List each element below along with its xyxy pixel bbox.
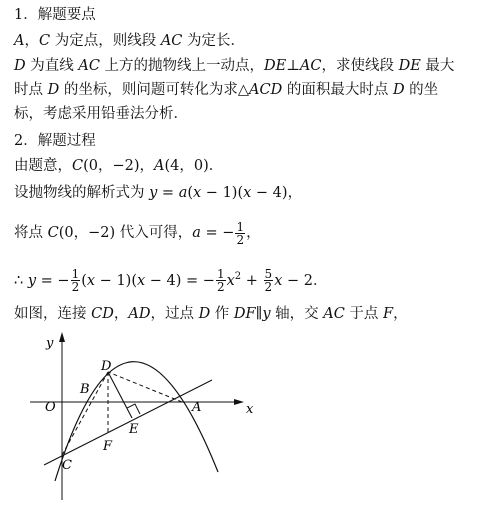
step-line-4: ∴ y = − $\frac{1}{2}$ (x − 1)(x − 4) = − $\frac{1}{2}$ $x^2$ + $\frac{5}{2}$ x − 2． [14,267,328,295]
x-axis-arrow [234,399,244,405]
segment-de [108,372,132,418]
label-b: B [80,382,90,397]
step-line-1: 由题意，C(0，−2)，A(4，0)． [14,158,224,174]
point-line-1: A，C 为定点，则线段 AC 为定长． [14,33,245,49]
label-o: O [45,400,56,415]
step-line-5: 如图，连接 CD，AD，过点 D 作 DF∥y 轴，交 AC 于点 F， [14,306,408,322]
label-f: F [103,439,113,454]
line-ac [44,380,212,465]
fraction: $\frac{1}{2}$ [216,267,225,295]
label-a: A [192,400,202,415]
label-c: C [62,458,72,473]
point-line-3: 时点 D 的坐标，则问题可转化为求△ACD 的面积最大时点 D 的坐 [14,82,439,98]
fraction: $\frac{1}{2}$ [236,219,245,247]
point-line-4: 标，考虑采用铅垂法分析． [14,106,188,122]
label-e: E [129,422,139,437]
label-x: x [246,402,254,417]
fraction: $\frac{5}{2}$ [264,267,273,295]
step-line-2: 设抛物线的解析式为 y = a(x − 1)(x − 4)， [14,185,303,201]
section1-heading: 1．解题要点 [14,7,96,23]
y-axis-arrow [59,332,65,342]
point-line-2: D 为直线 AC 上方的抛物线上一动点，DE⊥AC，求使线段 DE 最大 [14,58,455,74]
segment-ad [108,372,182,402]
step-line-3: 将点 C(0，−2) 代入可得，a = − $\frac{1}{2}$ ， [14,219,261,247]
label-d: D [101,359,112,374]
label-y: y [46,336,54,351]
section2-heading: 2．解题过程 [14,133,96,149]
fraction: $\frac{1}{2}$ [71,267,80,295]
